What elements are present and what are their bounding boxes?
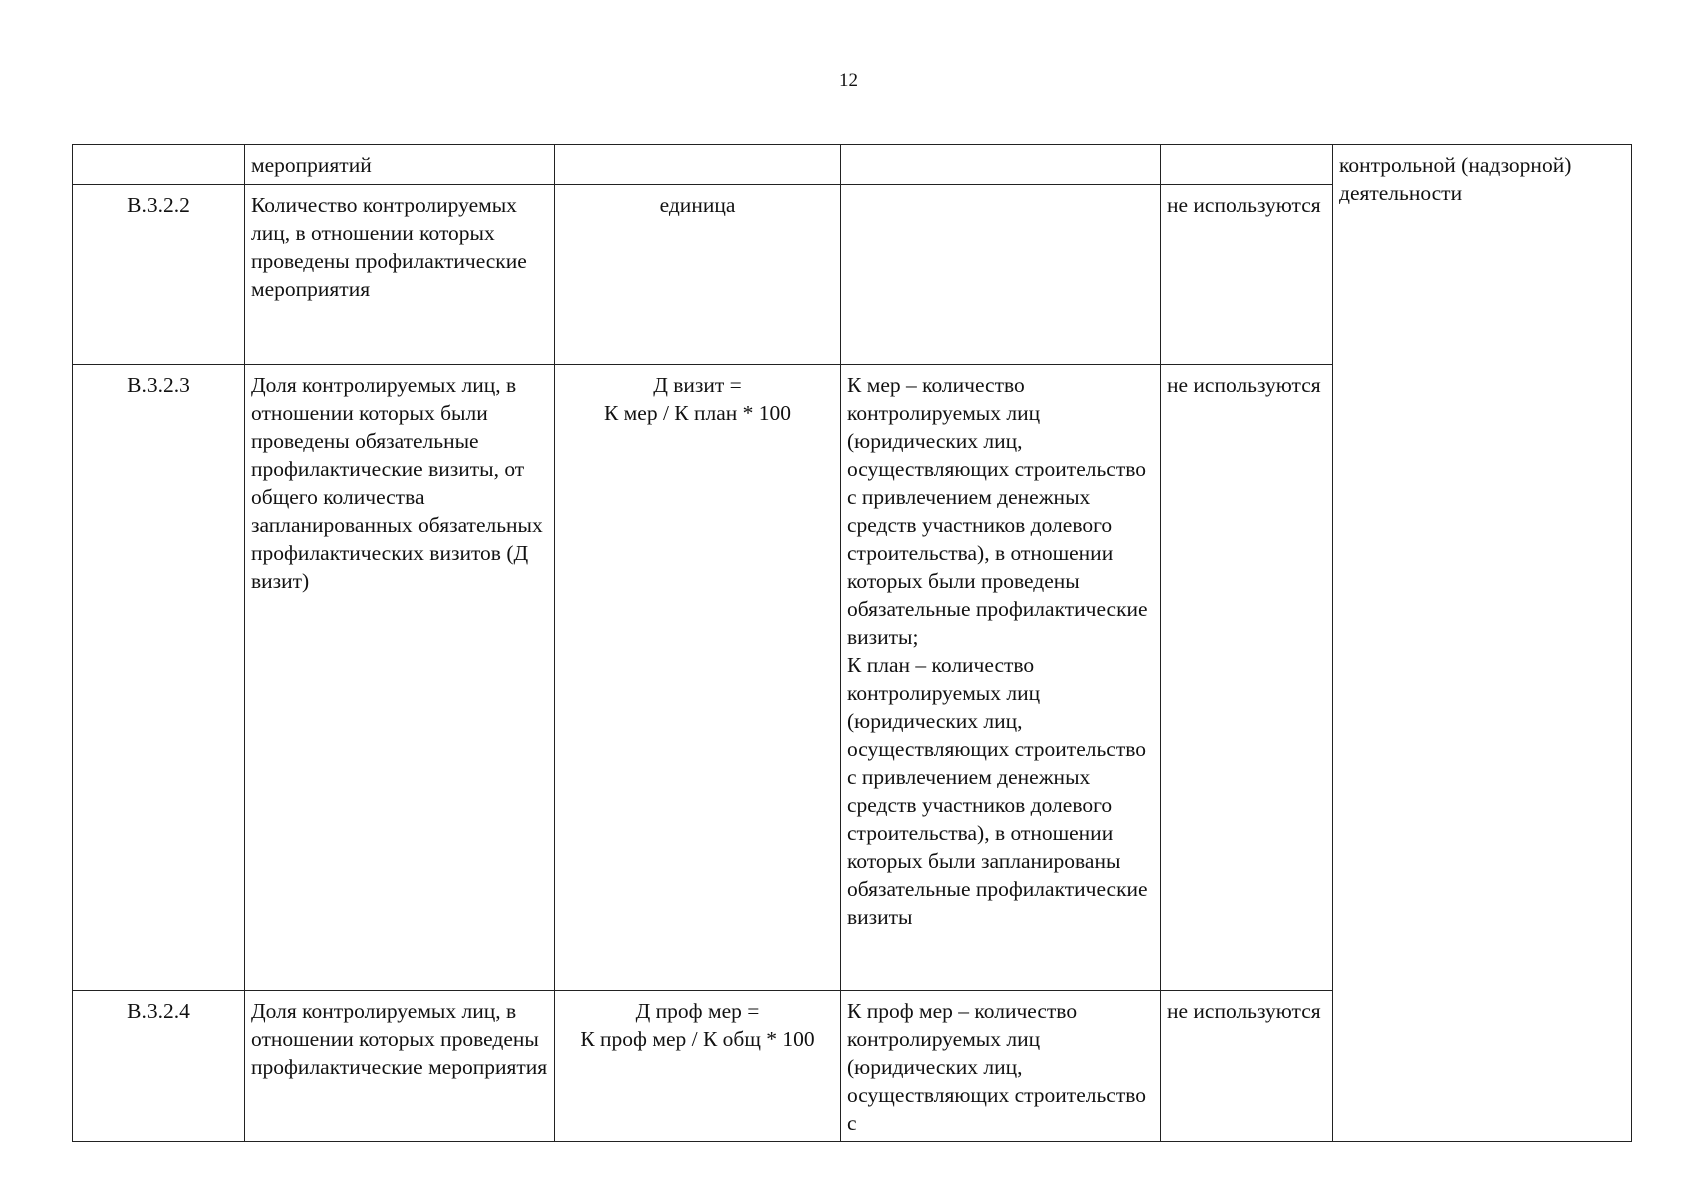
indicator-usage: не используются xyxy=(1161,991,1333,1142)
indicator-name: мероприятий xyxy=(245,145,555,185)
indicator-usage: не используются xyxy=(1161,365,1333,991)
indicator-usage: не используются xyxy=(1161,185,1333,365)
indicator-code xyxy=(73,145,245,185)
indicator-formula xyxy=(555,145,841,185)
indicator-description xyxy=(841,185,1161,365)
indicator-code: В.3.2.4 xyxy=(73,991,245,1142)
side-note: контрольной (надзорной) деятельности xyxy=(1333,145,1632,1142)
table-row xyxy=(73,145,1632,185)
indicator-formula: единица xyxy=(555,185,841,365)
indicator-name: Количество контролируемых лиц, в отношении которых проведены профилактические мероприятия xyxy=(245,185,555,365)
indicator-code: В.3.2.3 xyxy=(73,365,245,991)
indicator-description: К мер – количество контролируемых лиц (юридических лиц, осуществляющих строительство с привлечением денежных средств участников долевого строительства), в отношении которых были проведены обязательные профилактические визиты; К план – количество контролируемых лиц (юридических лиц, осуществляющих строительство с привлечением денежных средств участников долевого строительства), в отношении которых были запланированы обязательные профилактические визиты xyxy=(841,365,1161,991)
indicator-usage xyxy=(1161,145,1333,185)
indicators-table xyxy=(72,144,1632,1142)
indicator-description xyxy=(841,145,1161,185)
page-number: 12 xyxy=(839,70,858,91)
indicator-name: Доля контролируемых лиц, в отношении которых были проведены обязательные профилактические визиты, от общего количества запланированных обязательных профилактических визитов (Д визит) xyxy=(245,365,555,991)
indicator-formula: Д визит = К мер / К план * 100 xyxy=(555,365,841,991)
indicator-formula: Д проф мер = К проф мер / К общ * 100 xyxy=(555,991,841,1142)
indicator-description: К проф мер – количество контролируемых лиц (юридических лиц, осуществляющих строительство с xyxy=(841,991,1161,1142)
indicator-code: В.3.2.2 xyxy=(73,185,245,365)
indicator-name: Доля контролируемых лиц, в отношении которых проведены профилактические мероприятия xyxy=(245,991,555,1142)
